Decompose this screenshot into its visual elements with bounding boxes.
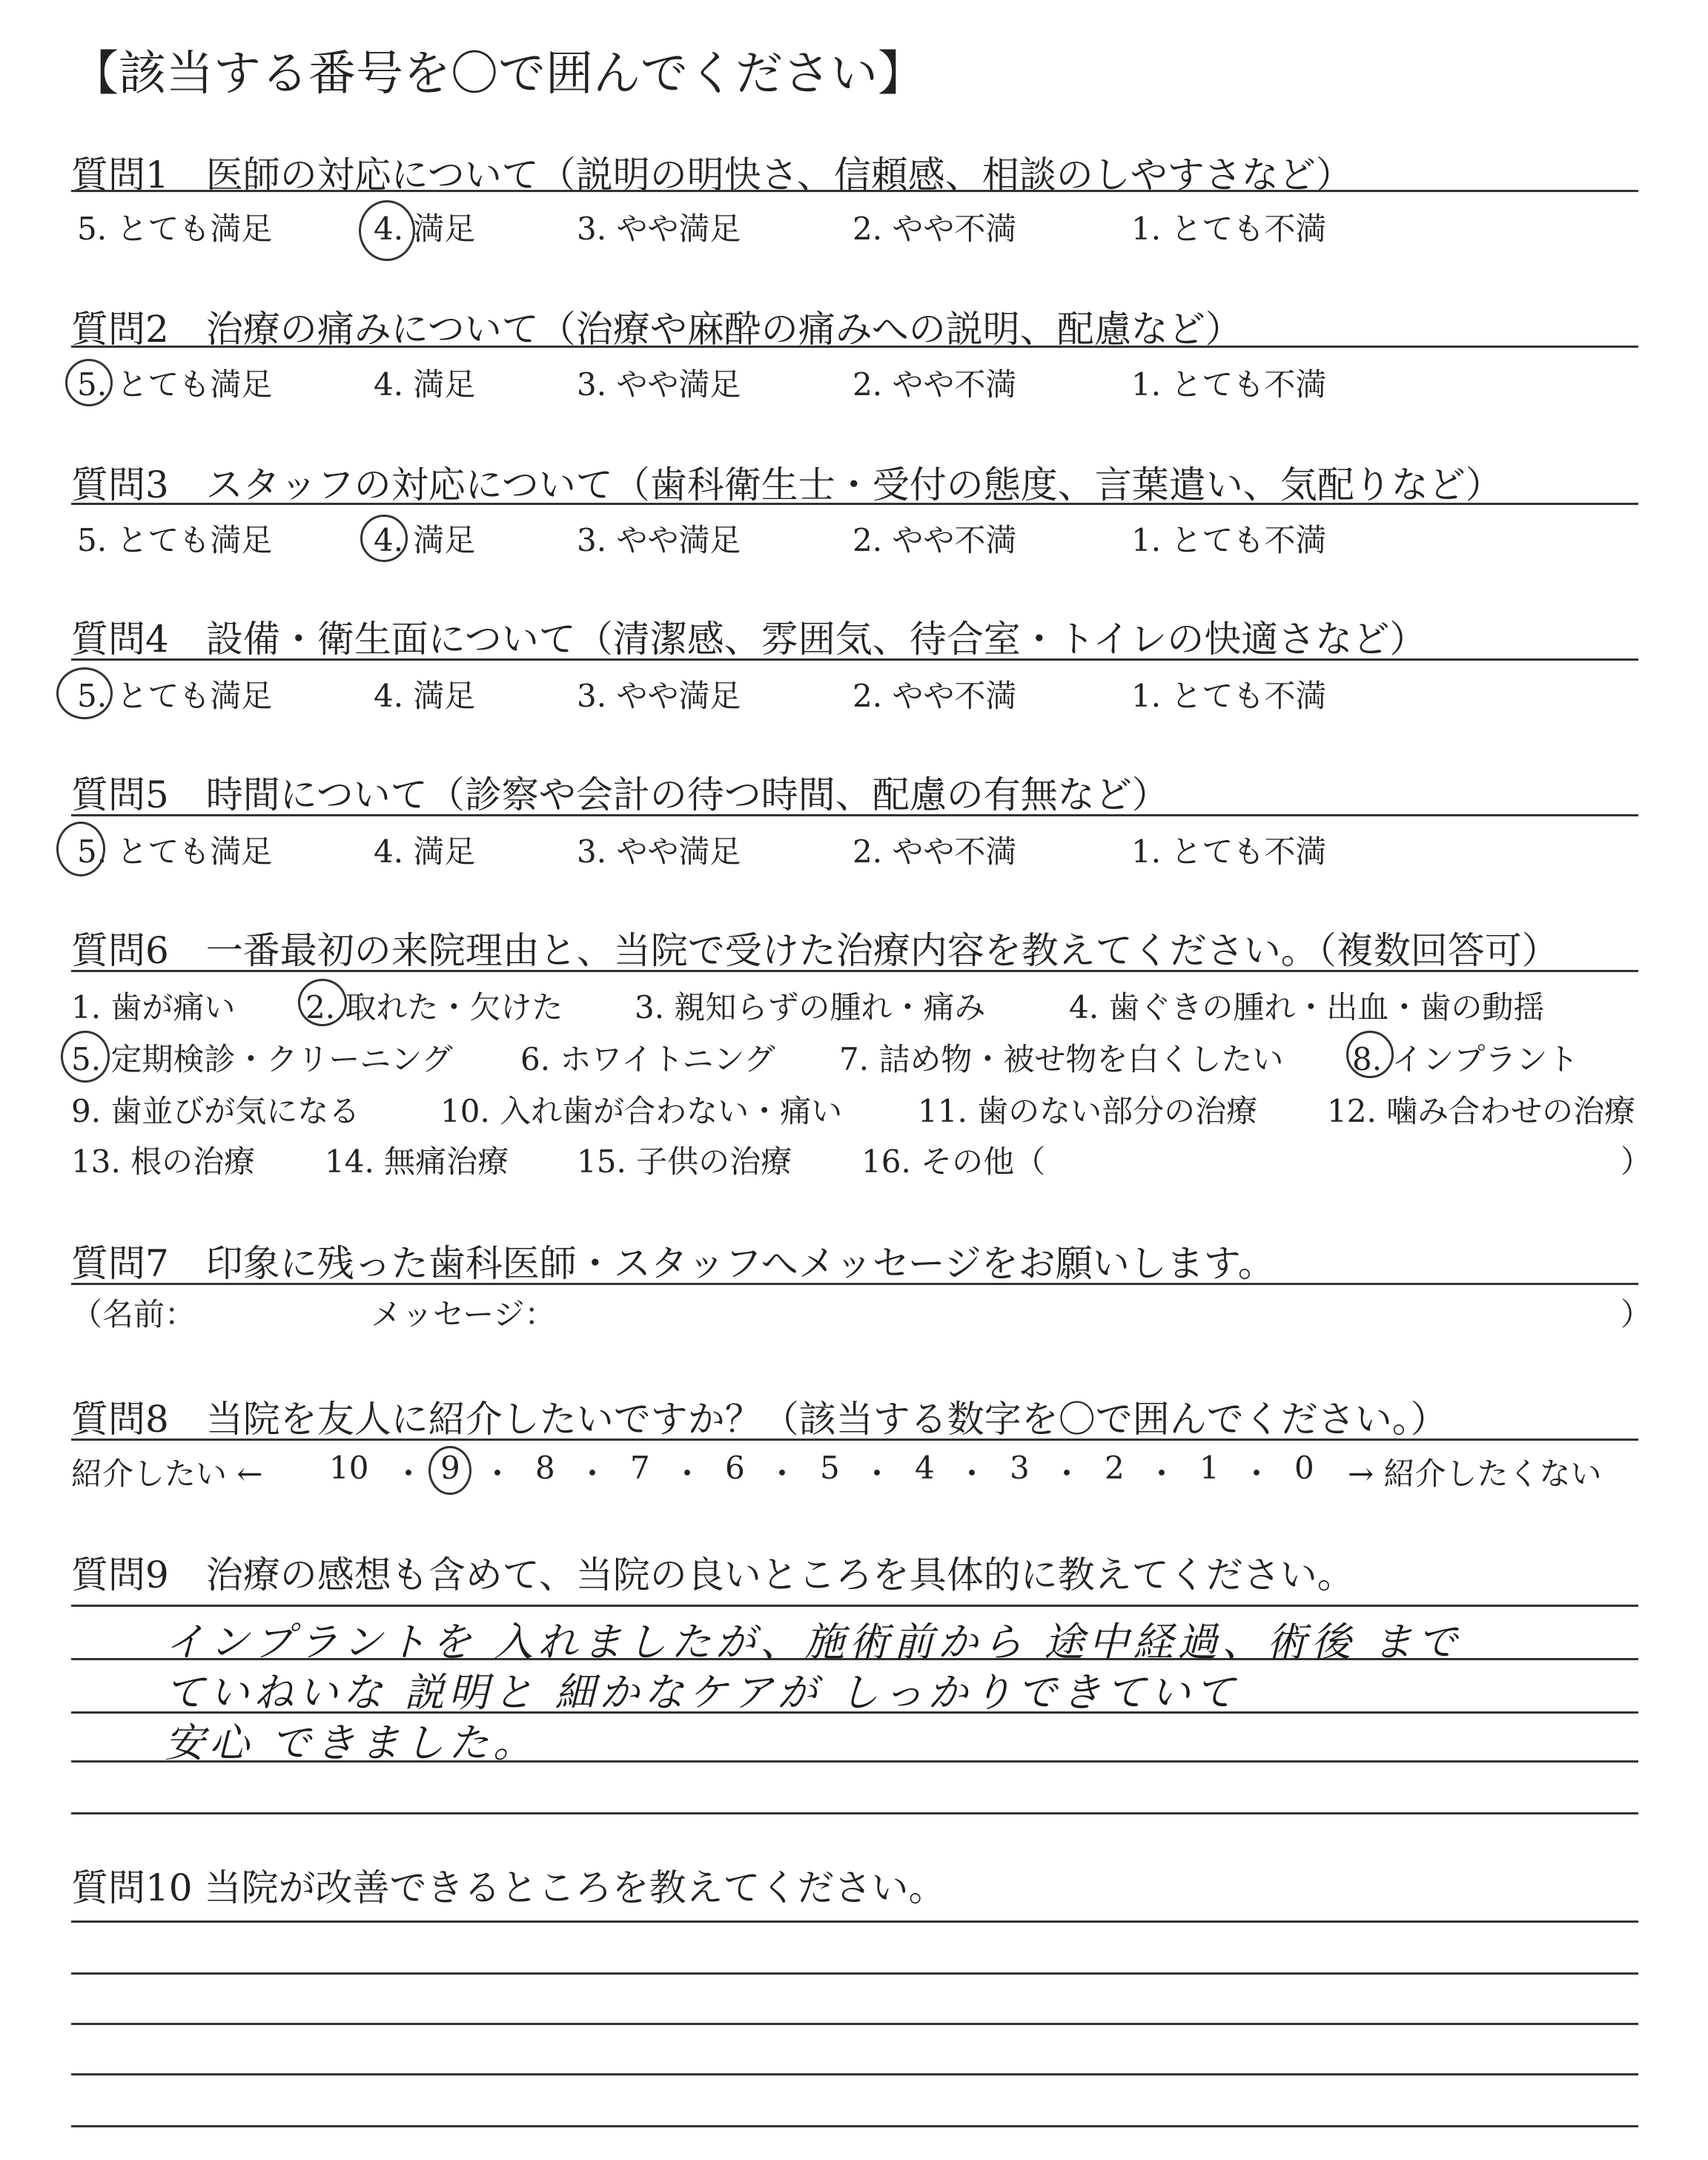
q2-option-5[interactable]: 5. とても満足 [77, 366, 273, 403]
divider [71, 346, 1638, 348]
q1-option-5[interactable]: 5. とても満足 [77, 211, 273, 247]
scale-6[interactable]: 6 [725, 1450, 745, 1486]
divider [71, 1439, 1638, 1441]
q1-option-3[interactable]: 3. やや満足 [577, 211, 741, 247]
q6-option-6[interactable]: 6. ホワイトニング [520, 1041, 775, 1077]
question-5: 質問5 時間について（診察や会計の待つ時間、配慮の有無など） [71, 773, 1169, 816]
q4-option-5[interactable]: 5. とても満足 [77, 678, 273, 714]
scale-10[interactable]: 10 [329, 1450, 369, 1486]
scale-1[interactable]: 1 [1199, 1450, 1219, 1486]
selection-circle [65, 359, 113, 406]
selection-circle [61, 1031, 110, 1083]
q6-option-10[interactable]: 10. 入れ歯が合わない・痛い [440, 1093, 843, 1129]
handwritten-answer-line: ていねいな 説明と 細かなケアが しっかりできていて [165, 1669, 1239, 1716]
q3-option-4[interactable]: 4. 満足 [374, 522, 476, 558]
selection-circle [428, 1446, 471, 1495]
q2-option-4[interactable]: 4. 満足 [374, 366, 476, 403]
writing-line [71, 2125, 1638, 2127]
q3-option-2[interactable]: 2. やや不満 [853, 522, 1017, 558]
scale-separator: ・ [672, 1456, 704, 1492]
q6-option-3[interactable]: 3. 親知らずの腫れ・痛み [635, 989, 986, 1025]
selection-circle [359, 200, 415, 261]
q2-option-2[interactable]: 2. やや不満 [853, 366, 1017, 403]
q6-option-5[interactable]: 5. 定期検診・クリーニング [71, 1041, 453, 1077]
scale-9[interactable]: 9 [440, 1450, 460, 1486]
q4-option-2[interactable]: 2. やや不満 [853, 678, 1017, 714]
q1-option-1[interactable]: 1. とても不満 [1131, 211, 1327, 247]
q5-option-2[interactable]: 2. やや不満 [853, 833, 1017, 870]
scale-separator: ・ [1051, 1456, 1083, 1492]
selection-circle [56, 822, 105, 876]
selection-circle [298, 979, 347, 1026]
q2-option-1[interactable]: 1. とても不満 [1131, 366, 1327, 403]
scale-4[interactable]: 4 [915, 1450, 935, 1486]
scale-3[interactable]: 3 [1010, 1450, 1030, 1486]
q4-option-1[interactable]: 1. とても不満 [1131, 678, 1327, 714]
q6-option-8[interactable]: 8. インプラント [1352, 1041, 1579, 1077]
scale-8[interactable]: 8 [535, 1450, 555, 1486]
q6-option-11[interactable]: 11. 歯のない部分の治療 [918, 1093, 1258, 1129]
q7-close-paren: ） [1621, 1296, 1652, 1332]
question-1: 質問1 医師の対応について（説明の明快さ、信頼感、相談のしやすさなど） [71, 153, 1353, 196]
q5-option-5[interactable]: 5. とても満足 [77, 833, 273, 870]
q4-option-4[interactable]: 4. 満足 [374, 678, 476, 714]
question-6: 質問6 一番最初の来院理由と、当院で受けた治療内容を教えてください。（複数回答可） [71, 929, 1559, 972]
writing-line [71, 1605, 1638, 1607]
page-title: 【該当する番号を〇で囲んでください】 [71, 47, 925, 102]
q6-close-paren: ） [1621, 1143, 1652, 1180]
scale-separator: ・ [1241, 1456, 1273, 1492]
question-3: 質問3 スタッフの対応について（歯科衛生士・受付の態度、言葉遣い、気配りなど） [71, 463, 1503, 506]
divider [71, 190, 1638, 192]
q6-option-15[interactable]: 15. 子供の治療 [577, 1143, 792, 1180]
scale-left-label: 紹介したい ← [71, 1456, 263, 1492]
q4-option-3[interactable]: 3. やや満足 [577, 678, 741, 714]
q7-message-label: メッセージ： [371, 1296, 556, 1332]
q6-option-13[interactable]: 13. 根の治療 [71, 1143, 256, 1180]
question-9: 質問9 治療の感想も含めて、当院の良いところを具体的に教えてください。 [71, 1553, 1354, 1596]
handwritten-answer-line: 安心 できました。 [165, 1720, 538, 1766]
q3-option-5[interactable]: 5. とても満足 [77, 522, 273, 558]
q6-option-1[interactable]: 1. 歯が痛い [71, 989, 236, 1025]
scale-separator: ・ [1146, 1456, 1178, 1492]
q6-option-7[interactable]: 7. 詰め物・被せ物を白くしたい [839, 1041, 1284, 1077]
q6-option-4[interactable]: 4. 歯ぐきの腫れ・出血・歯の動揺 [1069, 989, 1545, 1025]
divider [71, 658, 1638, 661]
selection-circle [1346, 1031, 1394, 1078]
q6-option-14[interactable]: 14. 無痛治療 [325, 1143, 509, 1180]
q5-option-1[interactable]: 1. とても不満 [1131, 833, 1327, 870]
divider [71, 1283, 1638, 1285]
q5-option-4[interactable]: 4. 満足 [374, 833, 476, 870]
divider [71, 503, 1638, 505]
selection-circle [56, 667, 113, 719]
q1-option-2[interactable]: 2. やや不満 [853, 211, 1017, 247]
scale-7[interactable]: 7 [630, 1450, 650, 1486]
q6-option-16[interactable]: 16. その他（ [861, 1143, 1046, 1180]
q3-option-3[interactable]: 3. やや満足 [577, 522, 741, 558]
writing-line [71, 2073, 1638, 2075]
writing-line [71, 1972, 1638, 1975]
question-4: 質問4 設備・衛生面について（清潔感、雰囲気、待合室・トイレの快適さなど） [71, 618, 1427, 661]
handwritten-answer-line: インプラントを 入れましたが、施術前から 途中経過、術後 まで [165, 1619, 1462, 1665]
question-8: 質問8 当院を友人に紹介したいですか？（該当する数字を〇で囲んでください。） [71, 1398, 1448, 1441]
scale-separator: ・ [861, 1456, 893, 1492]
divider [71, 970, 1638, 972]
q3-option-1[interactable]: 1. とても不満 [1131, 522, 1327, 558]
scale-separator: ・ [577, 1456, 609, 1492]
q5-option-3[interactable]: 3. やや満足 [577, 833, 741, 870]
question-7: 質問7 印象に残った歯科医師・スタッフへメッセージをお願いします。 [71, 1242, 1275, 1285]
question-10: 質問10 当院が改善できるところを教えてください。 [71, 1866, 946, 1909]
divider [71, 814, 1638, 816]
q6-option-9[interactable]: 9. 歯並びが気になる [71, 1093, 360, 1129]
q6-option-12[interactable]: 12. 噛み合わせの治療 [1327, 1093, 1636, 1129]
writing-line [71, 1812, 1638, 1814]
scale-0[interactable]: 0 [1294, 1450, 1314, 1486]
writing-line [71, 1920, 1638, 1923]
q1-option-4[interactable]: 4. 満足 [374, 211, 476, 247]
q2-option-3[interactable]: 3. やや満足 [577, 366, 741, 403]
q7-name-label: （名前： [71, 1296, 196, 1332]
scale-separator: ・ [482, 1456, 514, 1492]
writing-line [71, 2023, 1638, 2025]
scale-separator: ・ [956, 1456, 988, 1492]
scale-separator: ・ [767, 1456, 798, 1492]
question-2: 質問2 治療の痛みについて（治療や麻酔の痛みへの説明、配慮など） [71, 308, 1242, 351]
scale-separator: ・ [393, 1456, 425, 1492]
scale-right-label: → 紹介したくない [1348, 1456, 1602, 1492]
q6-option-2[interactable]: 2. 取れた・欠けた [305, 989, 563, 1025]
selection-circle [360, 515, 408, 562]
scale-5[interactable]: 5 [820, 1450, 840, 1486]
scale-2[interactable]: 2 [1105, 1450, 1125, 1486]
